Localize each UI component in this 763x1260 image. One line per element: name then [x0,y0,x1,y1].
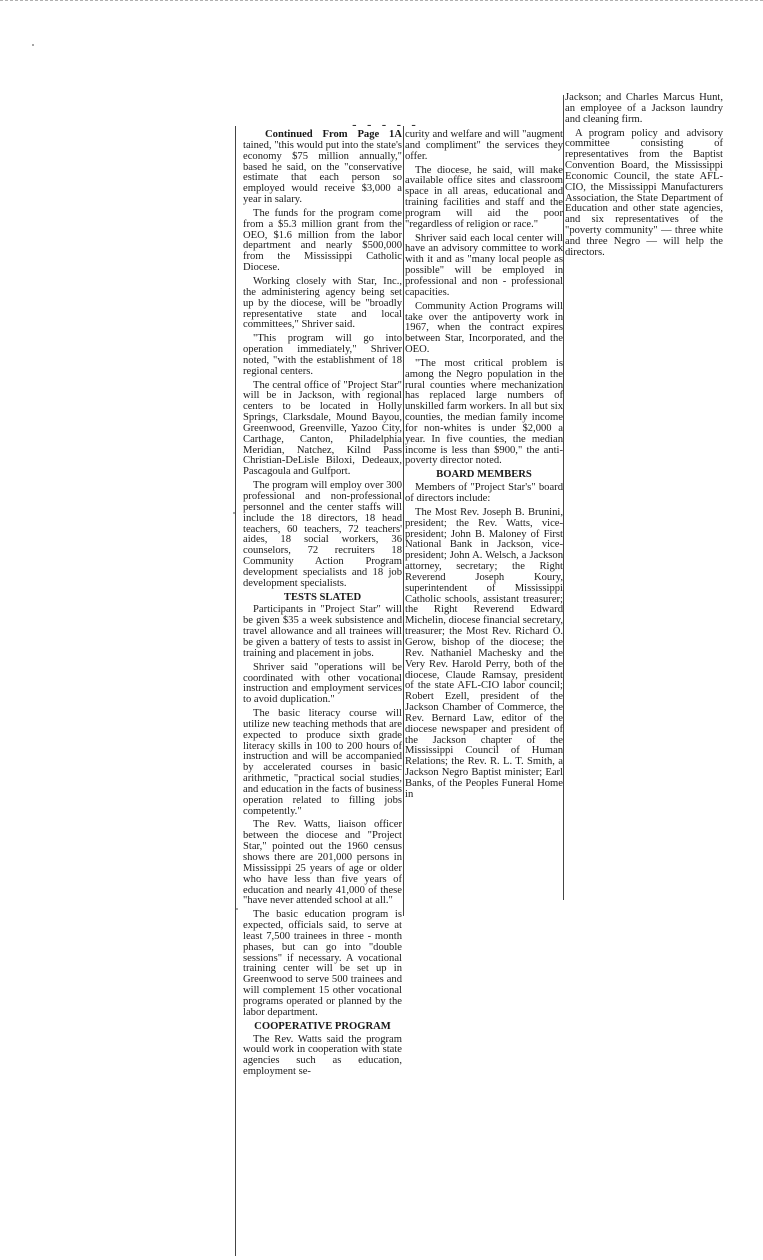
paragraph: The program will employ over 300 professional and non-professional personnel and the center staffs will include the 18 directors, 18 head teachers, 60 teachers, 72 teachers' aides, 18 social workers, 36 counselors, 72 recruiters 18 Community Action Program development specialists and 18 job development specialists. [243,480,402,589]
paragraph: The Most Rev. Joseph B. Brunini, president; the Rev. Watts, vice-president; John B. Maloney of First National Bank in Jackson, vice-president; John A. Welsch, a Jackson attorney, secretary; the Right Reverend Joseph Koury, superintendent of Mississippi Catholic schools, assistant treasurer; the Right Reverend Edward Michelin, diocese financial secretary, treasurer; the Most Rev. Richard O. Gerow, bishop of the diocese; the Rev. Nathaniel Machesky and the Very Rev. Harold Perry, both of the diocese, Claude Ramsay, president of the state AFL-CIO labor council; Robert Ezell, president of the Jackson Chamber of Commerce, the Rev. Bernard Law, editor of the diocese newspaper and president of the Jackson chapter of the Mississippi Council of Human Relations; the Rev. R. L. T. Smith, a Jackson Negro Baptist minister; Earl Banks, of the Peoples Funeral Home in [405,506,563,800]
separator-dashes: - - - - - [352,118,419,133]
paragraph: "The most critical problem is among the Negro population in the rural counties where mechanization has replaced large numbers of unskilled farm workers. In all but six counties, the median family income for non-whites is under $2,000 a year. In five counties, the median income is less than $900," the anti-poverty director noted. [405,357,563,467]
subheading-tests-slated: TESTS SLATED [283,591,362,603]
paragraph: Community Action Programs will take over the antipoverty work in 1967, when the contract expires between Star, Incorporated, and the OEO. [405,300,563,356]
continuation-line: Continued From Page 1A [265,129,402,140]
paragraph: The Rev. Watts, liaison officer between the diocese and "Project Star," pointed out the 1960 census shows there are 201,000 persons in Mississippi 25 years of age or older who have less than five years of education and nearly 41,000 of these "have never attended school at all." [243,819,402,907]
paragraph [243,130,402,206]
paragraph: The basic education program is expected, officials said, to serve at least 7,500 trainees in three - month phases, but can go into "double sessions" if necessary. A vocational training center will be set up in Greenwood to serve 500 trainees and will complement 15 other vocational programs operated or planned by the labor department. [243,909,402,1018]
paragraph: A program policy and advisory committee consisting of representatives from the Baptist Convention Board, the Mississippi Economic Council, the state AFL-CIO, the Mississippi Manufacturers Association, the State Department of Education and other state agencies, and six representatives of the "poverty community" — three white and three Negro — will help the directors. [565,127,723,258]
paragraph: Jackson; and Charles Marcus Hunt, an employee of a Jackson laundry and cleaning firm. [565,92,723,125]
column-rule [563,95,564,900]
subheading-cooperative-program: COOPERATIVE PROGRAM [254,1020,391,1032]
scan-speck [32,44,34,46]
paragraph: The Rev. Watts said the program would work in cooperation with state agencies such as education, employment se- [243,1033,402,1078]
paragraph: Members of "Project Star's" board of directors include: [405,482,563,504]
column-rule [403,126,404,916]
paragraph-text: tained, "this would put into the state's economy $75 million annually," based he said, on the "conservative estimate that each person so employed would receive $3,000 a year in salary. [243,139,402,206]
paragraph: curity and welfare and will "augment and compliment" the services they offer. [405,129,563,162]
subheading-board-members: BOARD MEMBERS [436,469,532,481]
paragraph: The central office of "Project Star" will be in Jackson, with regional centers to be located in Holly Springs, Clarksdale, Mound Bayou, Greenwood, Greenville, Yazoo City, Carthage, Canton, Philadelphia Meridian, Natchez, Kilnd Pass Christian-DeLisle Biloxi, Dedeaux, Pascagoula and Gulfport. [243,379,402,478]
article-column-2 [405,130,563,804]
paragraph: Working closely with Star, Inc., the administering agency being set up by the diocese, will be "broadly representative state and local committees," Shriver said. [243,275,402,331]
column-rule [235,126,236,1256]
paragraph: Participants in "Project Star" will be given $35 a week subsistence and travel allowance and all trainees will be given a battery of tests to assist in training and placement in jobs. [243,604,402,659]
top-dashed-border [0,0,763,1]
paragraph: Shriver said each local center will have an advisory committee to work with it and as "many local people as possible" will be employed in professional and non - professional capacities. [405,232,563,298]
paragraph: The diocese, he said, will make available office sites and classroom space in all areas, educational and training facilities and staff and the program will aid the poor "regardless of religion or race." [405,164,563,230]
paragraph: The basic literacy course will utilize new teaching methods that are expected to produce sixth grade literacy skills in 100 to 200 hours of instruction and will be accompanied by accelerated courses in basic arithmetic, "practical social studies, and education in the facts of business operation related to filling jobs competently." [243,708,402,817]
paragraph: The funds for the program come from a $5.3 million grant from the OEO, $1.6 million from the labor department and nearly $500,000 from the Mississippi Catholic Diocese. [243,207,402,274]
article-column-1 [243,130,402,1081]
scan-speck [236,908,238,910]
paragraph: Shriver said "operations will be coordinated with other vocational instruction and employment services to avoid duplication." [243,661,402,706]
article-column-3 [565,93,723,262]
paragraph: "This program will go into operation immediately," Shriver noted, "with the establishment of 18 regional centers. [243,333,402,377]
